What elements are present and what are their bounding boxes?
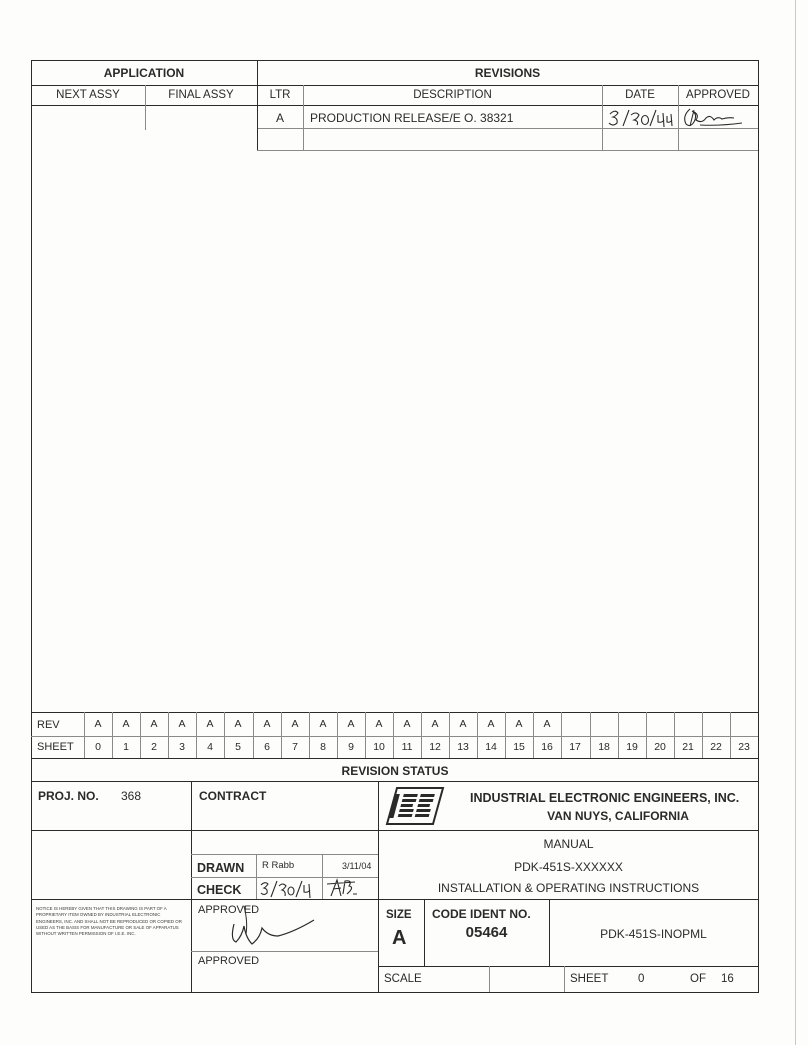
rev-cell: A [94,718,102,730]
sheet-cell: 2 [151,741,157,753]
revisions-title: REVISIONS [474,66,541,80]
rev-cell: A [206,718,214,730]
revision-date-handwritten [606,107,676,129]
size-label: SIZE [386,909,412,921]
sheet-cell: 17 [569,741,581,753]
code-ident-label: CODE IDENT NO. [432,907,531,921]
sheet-footer-label: SHEET [570,973,609,985]
of-label: OF [690,973,706,985]
sheet-cell: 18 [598,741,610,753]
sheet-cell: 14 [485,741,497,753]
rev-cell: A [150,718,158,730]
part-number: PDK-451S-XXXXXX [514,860,623,874]
description-header: DESCRIPTION [413,89,492,101]
sheet-cell: 8 [320,741,326,753]
sheet-cell: 0 [95,741,101,753]
sheet-cell: 7 [292,741,298,753]
sheet-number: 0 [638,973,645,985]
drawn-date: 3/11/04 [342,861,372,871]
document-title: INSTALLATION & OPERATING INSTRUCTIONS [437,881,700,895]
proj-no-value: 368 [121,789,142,803]
revision-letter: A [275,111,284,125]
revision-approved-signature [680,106,750,130]
rev-cell: A [178,718,186,730]
sheet-label: SHEET [37,741,74,753]
approved-label-top: APPROVED [198,904,260,916]
sheet-cell: 15 [513,741,525,753]
rev-cell: A [319,718,327,730]
sheet-cell: 11 [401,741,413,753]
sheet-cell: 22 [710,741,722,753]
document-type: MANUAL [543,837,594,851]
sheet-cell: 9 [348,741,354,753]
rev-cell: A [431,718,439,730]
rev-cell: A [375,718,383,730]
drawn-label: DRAWN [197,861,245,875]
drawn-by: R Rabb [262,860,295,871]
sheet-cell: 20 [654,741,666,753]
sheet-cell: 5 [235,741,241,753]
code-ident-value: 05464 [465,924,508,941]
rev-cell: A [234,718,242,730]
sheet-cell: 6 [264,741,270,753]
sheet-cell: 12 [429,741,441,753]
approved-header: APPROVED [686,89,750,101]
rev-cell: A [459,718,467,730]
drawing-number: PDK-451S-INOPML [600,927,707,941]
final-assy-label: FINAL ASSY [168,89,234,101]
iee-logo [385,786,445,826]
check-date-handwritten [258,878,318,900]
rev-cell: A [122,718,130,730]
sheet-cell: 3 [179,741,185,753]
sheet-cell: 16 [541,741,553,753]
company-location: VAN NUYS, CALIFORNIA [547,809,689,823]
application-title: APPLICATION [103,66,185,80]
check-initials-handwritten [325,876,365,900]
scale-label: SCALE [384,973,422,985]
sheet-cell: 1 [123,741,129,753]
rev-cell: A [291,718,299,730]
rev-cell: A [347,718,355,730]
approved-signature [222,902,332,952]
rev-cell: A [543,718,551,730]
size-value: A [392,927,407,949]
approved-label-bottom: APPROVED [198,955,260,967]
sheet-cell: 23 [738,741,750,753]
date-header: DATE [625,89,655,101]
sheet-cell: 4 [207,741,213,753]
contract-label: CONTRACT [199,789,267,803]
rev-cell: A [487,718,495,730]
revision-description: PRODUCTION RELEASE/E O. 38321 [310,111,514,125]
rev-cell: A [263,718,271,730]
sheet-cell: 19 [626,741,638,753]
sheet-cell: 10 [373,741,385,753]
next-assy-label: NEXT ASSY [56,89,120,101]
total-sheets: 16 [721,973,734,985]
check-label: CHECK [197,883,242,897]
sheet-cell: 21 [682,741,694,753]
proprietary-notice: NOTICE IS HEREBY GIVEN THAT THIS DRAWING IS PART OF A PROPRIETARY ITEM OWNED BY INDUSTRIAL ELECTRONIC ENGINEERS, INC. AND SHALL NOT BE REPRODUCED OR COPIED OR USED AS THE BASIS FOR MANUFACTURE OR SALE OF APPARATUS WITHOUT WRITTEN PERMISSION OF I.E.E. INC. [36,906,182,937]
ltr-header: LTR [269,89,291,101]
rev-cell: A [403,718,411,730]
rev-label: REV [37,719,60,731]
proj-no-label: PROJ. NO. [38,789,99,803]
revision-status-title: REVISION STATUS [341,764,449,778]
company-name: INDUSTRIAL ELECTRONIC ENGINEERS, INC. [470,791,740,805]
rev-cell: A [515,718,523,730]
sheet-cell: 13 [457,741,469,753]
